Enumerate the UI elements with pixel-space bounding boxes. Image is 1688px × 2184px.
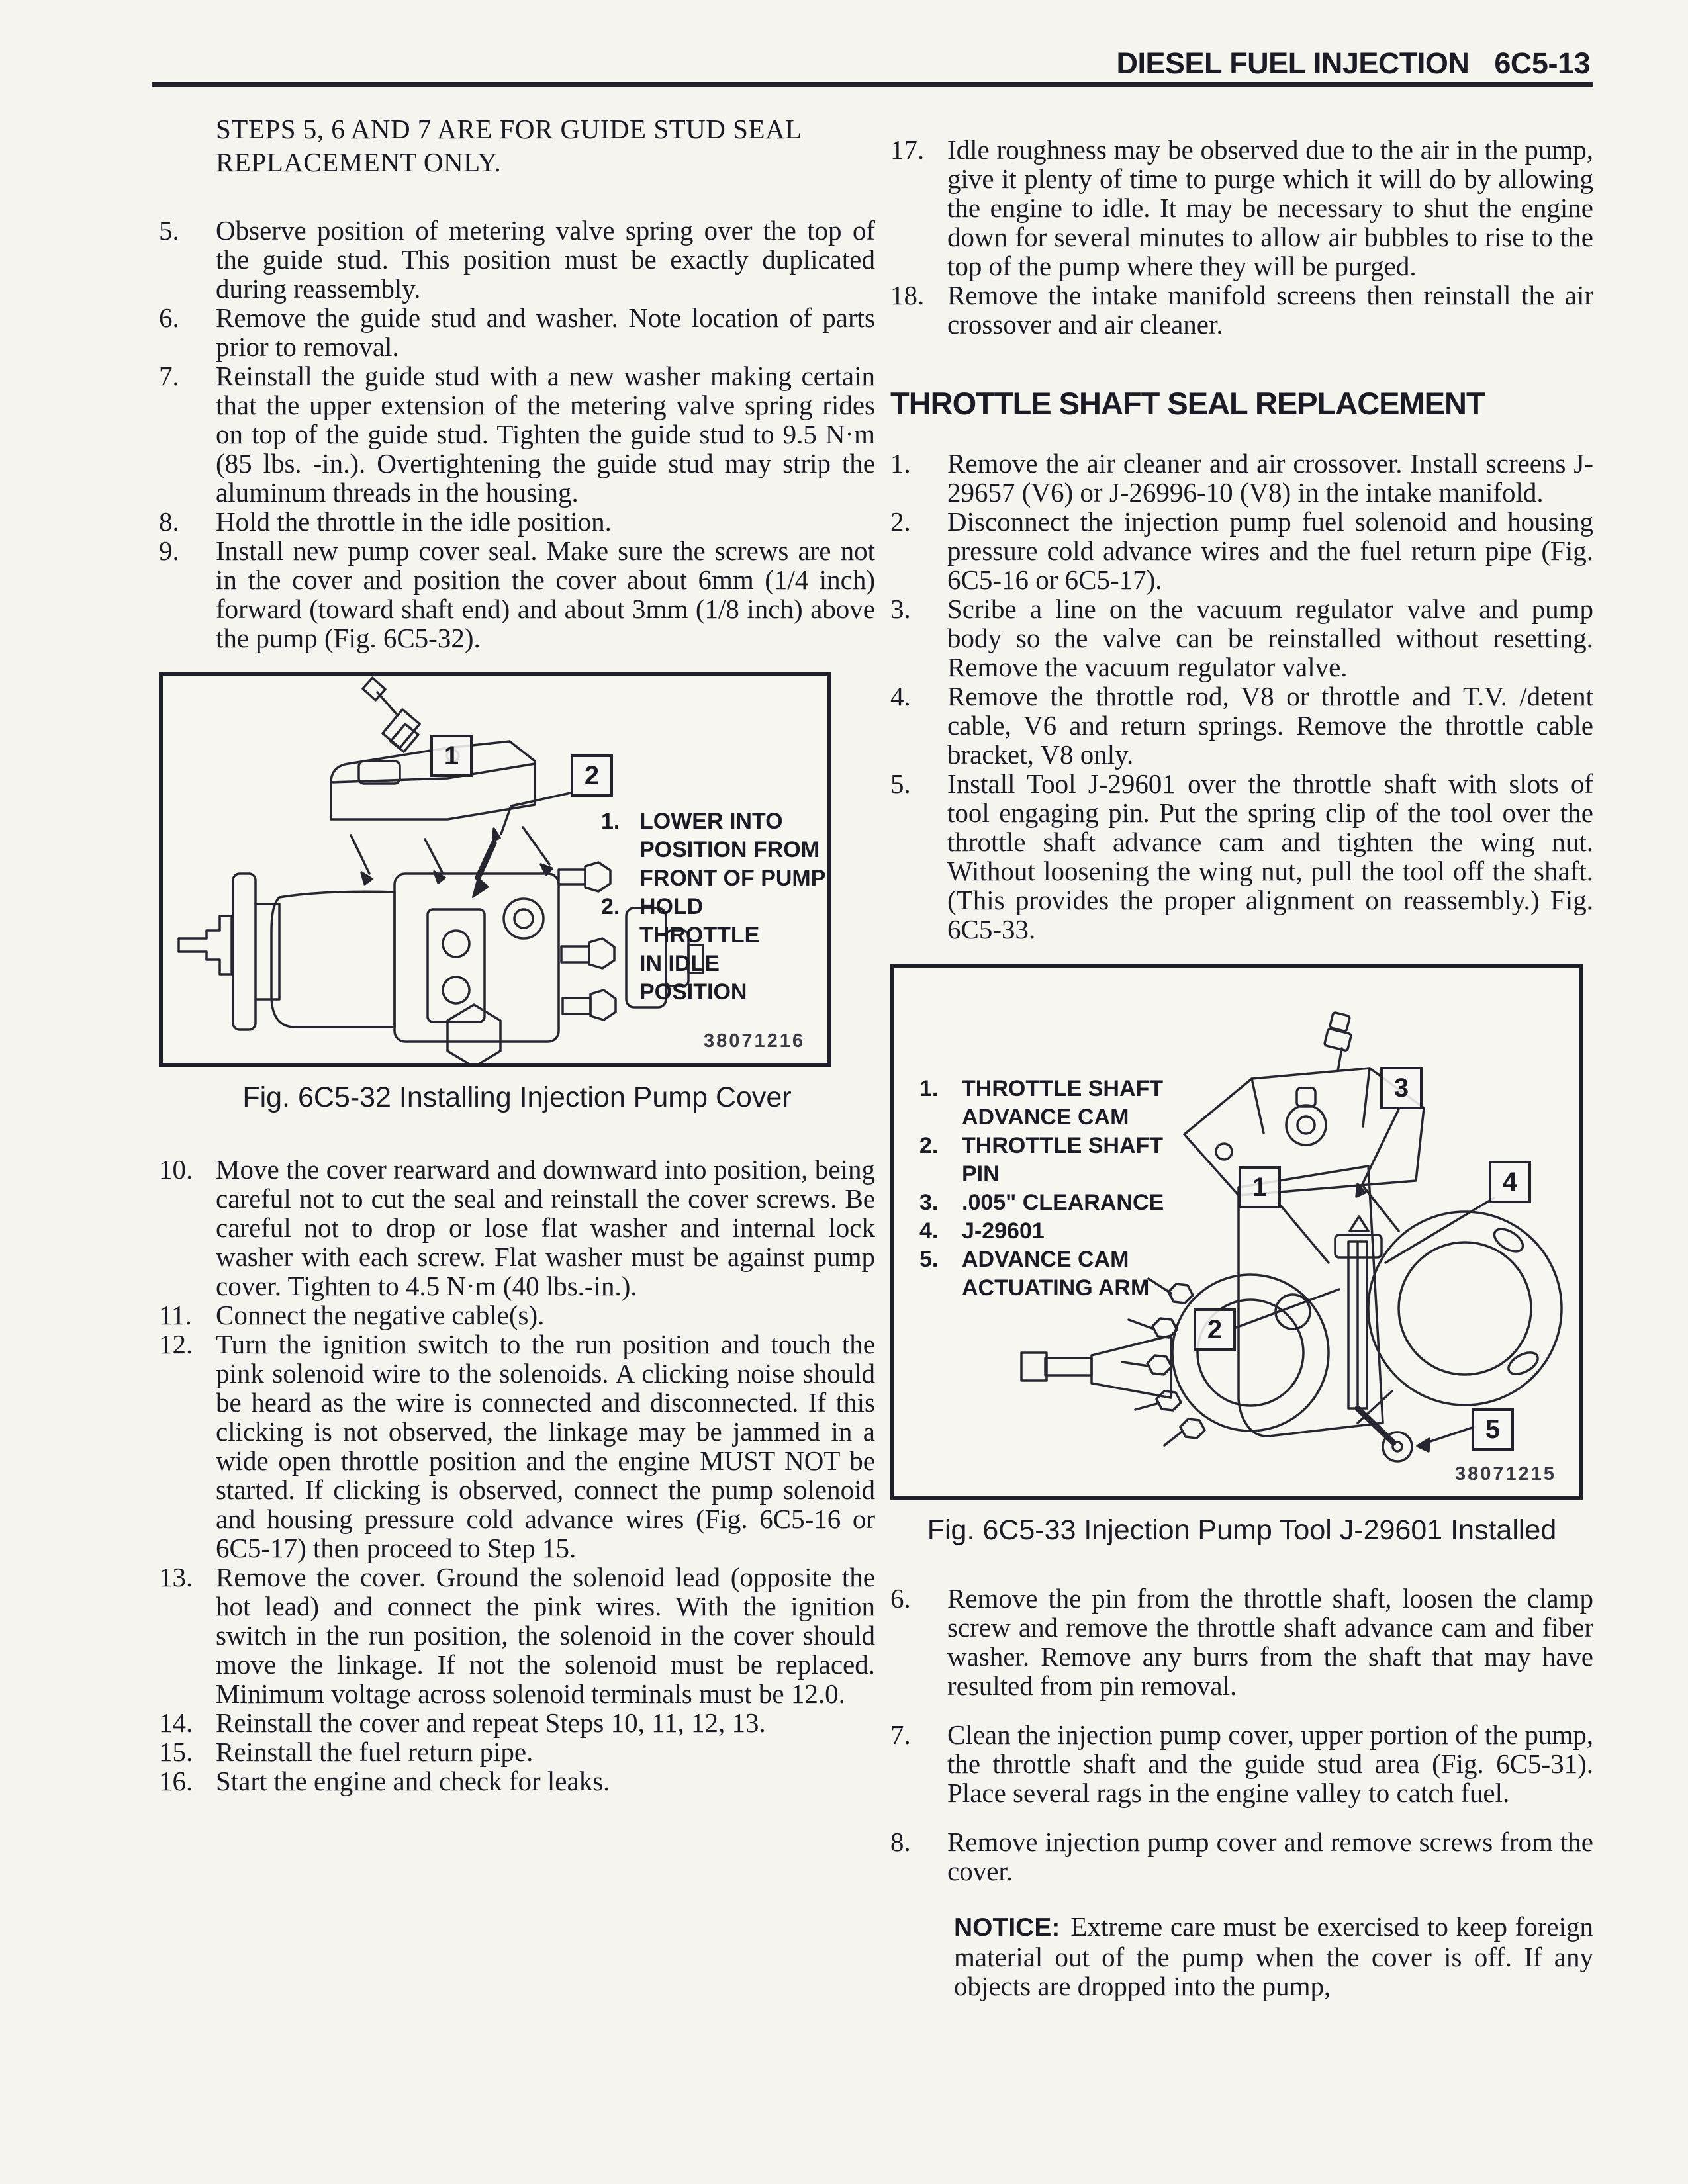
step-11 — [159, 1300, 875, 1330]
step-7-right — [890, 1720, 1593, 1807]
step-number: 3. — [890, 594, 911, 624]
step-text: Idle roughness may be observed due to the air in the pump, give it plenty of time to purge which it will do by allowing the engine to idle. It may be necessary to shut the engine down for several minutes to allow air bubbles to rise to the top of the pump where they will be purged. — [947, 134, 1593, 281]
legend-line: THROTTLE SHAFT — [962, 1133, 1164, 1158]
steps-6-8 — [890, 1584, 1593, 1886]
figure-legend — [919, 1075, 1164, 1302]
figure-6c5-33-caption: Fig. 6C5-33 Injection Pump Tool J-29601 Installed — [927, 1514, 1557, 1546]
step-number: 10. — [159, 1154, 193, 1185]
step-number: 5. — [159, 215, 179, 246]
step-8 — [159, 507, 875, 536]
step-text: Install Tool J-29601 over the throttle shaft with slots of tool engaging pin. Put the spring clip of the tool over the throttle shaft advance cam and tighten the wing nut. Without loosening the wing nut, pull the tool off the shaft. (This provides the proper alignment on reassembly.) Fig. 6C5-33. — [947, 768, 1593, 944]
callout-box-2: 2 — [571, 754, 613, 797]
legend-item — [919, 1217, 1164, 1246]
step-17 — [890, 135, 1593, 281]
guide-stud-note-heading: STEPS 5, 6 AND 7 ARE FOR GUIDE STUD SEAL REPLACEMENT ONLY. — [216, 114, 802, 177]
label-number: 2. — [601, 894, 620, 919]
figure-6c5-32-caption: Fig. 6C5-32 Installing Injection Pump Cover — [242, 1081, 792, 1113]
step-number: 9. — [159, 535, 179, 566]
label-line: LOWER INTO — [639, 809, 783, 834]
step-number: 13. — [159, 1562, 193, 1592]
step-10 — [159, 1155, 875, 1300]
label-line: POSITION — [639, 979, 747, 1005]
legend-item — [919, 1246, 1164, 1302]
left-column — [159, 113, 875, 1796]
figure-label — [601, 807, 827, 893]
step-text: Remove injection pump cover and remove screws from the cover. — [947, 1827, 1593, 1886]
legend-item — [919, 1075, 1164, 1132]
figure-6c5-33 — [890, 964, 1583, 1500]
legend-item — [919, 1132, 1164, 1189]
step-9 — [159, 536, 875, 653]
step-13 — [159, 1563, 875, 1708]
step-text: Reinstall the cover and repeat Steps 10, 11, 12, 13. — [216, 1707, 766, 1738]
callout-box-1: 1 — [1239, 1166, 1281, 1208]
label-line: HOLD THROTTLE — [639, 894, 760, 948]
legend-number: 2. — [919, 1133, 939, 1158]
legend-number: 5. — [919, 1247, 939, 1272]
step-number: 7. — [890, 1719, 911, 1750]
step-number: 5. — [890, 768, 911, 799]
step-number: 16. — [159, 1766, 193, 1796]
step-2 — [890, 507, 1593, 594]
step-number: 2. — [890, 506, 911, 537]
callout-box-3: 3 — [1380, 1067, 1423, 1109]
step-8-right — [890, 1827, 1593, 1886]
figure-6c5-32 — [159, 672, 831, 1067]
step-number: 7. — [159, 361, 179, 391]
header-rule — [152, 82, 1593, 87]
step-text: Turn the ignition switch to the run position and touch the pink solenoid wire to the solenoids. A clicking noise should be heard as the wire is connected and disconnected. If this clicking is not observed, the linkage may be jammed in a wide open throttle position and the engine MUST NOT be started. If clicking is observed, connect the pump solenoid and housing pressure cold advance wires (Fig. 6C5-16 or 6C5-17) then proceed to Step 15. — [216, 1329, 875, 1563]
steps-10-16 — [159, 1155, 875, 1796]
legend-number: 1. — [919, 1076, 939, 1101]
label-line: IN IDLE — [639, 951, 720, 976]
legend-item — [919, 1189, 1164, 1217]
callout-box-5: 5 — [1472, 1408, 1514, 1451]
legend-line: PIN — [962, 1161, 1000, 1187]
step-number: 12. — [159, 1329, 193, 1359]
step-text: Remove the intake manifold screens then reinstall the air crossover and air cleaner. — [947, 280, 1593, 340]
legend-line: THROTTLE SHAFT — [962, 1076, 1164, 1101]
callout-box-4: 4 — [1489, 1161, 1531, 1203]
step-text: Reinstall the guide stud with a new washer making certain that the upper extension of the metering valve spring rides on top of the guide stud. Tighten the guide stud to 9.5 N·m (85 lbs. -in.). Overtightening the guide stud may strip the aluminum threads in the housing. — [216, 361, 875, 508]
label-number: 1. — [601, 809, 620, 834]
step-text: Hold the throttle in the idle position. — [216, 506, 612, 537]
step-number: 17. — [890, 134, 925, 165]
step-number: 6. — [890, 1583, 911, 1614]
step-6 — [159, 303, 875, 361]
step-text: Remove the guide stud and washer. Note location of parts prior to removal. — [216, 302, 875, 362]
step-text: Remove the throttle rod, V8 or throttle and T.V. /detent cable, V6 and return springs. Remove the throttle cable bracket, V8 only. — [947, 681, 1593, 770]
step-number: 8. — [159, 506, 179, 537]
header-title: DIESEL FUEL INJECTION — [1116, 46, 1470, 80]
step-6-right — [890, 1584, 1593, 1700]
step-text: Remove the cover. Ground the solenoid lead (opposite the hot lead) and connect the pink wires. With the ignition switch in the run position, the solenoid in the cover should move the linkage. If not the solenoid must be replaced. Minimum voltage across solenoid terminals must be 12.0. — [216, 1562, 875, 1709]
step-text: Disconnect the injection pump fuel solenoid and housing pressure cold advance wires and the fuel return pipe (Fig. 6C5-16 or 6C5-17). — [947, 506, 1593, 595]
step-3 — [890, 594, 1593, 682]
step-text: Clean the injection pump cover, upper portion of the pump, the throttle shaft and the guide stud area (Fig. 6C5-31). Place several rags in the engine valley to catch fuel. — [947, 1719, 1593, 1808]
step-number: 6. — [159, 302, 179, 333]
step-1 — [890, 449, 1593, 507]
step-text: Install new pump cover seal. Make sure the screws are not in the cover and position the cover about 6mm (1/4 inch) forward (toward shaft end) and about 3mm (1/8 inch) above the pump (Fig. 6C5-32). — [216, 535, 875, 653]
step-number: 1. — [890, 448, 911, 478]
notice-text: Extreme care must be exercised to keep foreign material out of the pump when the cover is off. If any objects are dropped into the pump, — [954, 1911, 1593, 2001]
step-number: 18. — [890, 280, 925, 310]
step-5 — [159, 216, 875, 303]
page-header — [1116, 46, 1590, 81]
step-4 — [890, 682, 1593, 769]
legend-line: ADVANCE CAM — [962, 1105, 1129, 1130]
step-18 — [890, 281, 1593, 339]
section-heading-throttle-shaft-seal: THROTTLE SHAFT SEAL REPLACEMENT — [890, 386, 1485, 421]
figure-label — [601, 893, 827, 1007]
step-text: Observe position of metering valve spring over the top of the guide stud. This position must be exactly duplicated during reassembly. — [216, 215, 875, 304]
step-12 — [159, 1330, 875, 1563]
step-16 — [159, 1766, 875, 1796]
label-line: POSITION FROM — [639, 837, 820, 862]
callout-box-2: 2 — [1194, 1308, 1236, 1351]
legend-number: 3. — [919, 1190, 939, 1215]
right-column — [890, 113, 1593, 2001]
header-page-code: 6C5-13 — [1494, 46, 1590, 80]
legend-number: 4. — [919, 1218, 939, 1244]
step-number: 11. — [159, 1300, 192, 1330]
step-5-right — [890, 769, 1593, 944]
legend-line: .005" CLEARANCE — [962, 1190, 1164, 1215]
step-text: Reinstall the fuel return pipe. — [216, 1737, 534, 1767]
legend-line: ADVANCE CAM — [962, 1247, 1129, 1272]
step-7 — [159, 361, 875, 507]
step-text: Move the cover rearward and downward into position, being careful not to cut the seal and reinstall the cover screws. Be careful not to drop or lose flat washer and internal lock washer with each screw. Flat washer must be against pump cover. Tighten to 4.5 N·m (40 lbs.-in.). — [216, 1154, 875, 1301]
legend-line: ACTUATING ARM — [962, 1275, 1150, 1300]
legend-line: J-29601 — [962, 1218, 1045, 1244]
notice-paragraph — [954, 1912, 1593, 2001]
step-text: Connect the negative cable(s). — [216, 1300, 545, 1330]
step-number: 15. — [159, 1737, 193, 1767]
figure-part-number: 38071215 — [1454, 1463, 1556, 1484]
step-number: 14. — [159, 1707, 193, 1738]
step-text: Scribe a line on the vacuum regulator valve and pump body so the valve can be reinstalled without resetting. Remove the vacuum regulator valve. — [947, 594, 1593, 682]
figure-label-list — [601, 807, 827, 1007]
step-number: 4. — [890, 681, 911, 711]
step-text: Start the engine and check for leaks. — [216, 1766, 610, 1796]
figure-part-number: 38071216 — [703, 1030, 805, 1052]
step-15 — [159, 1737, 875, 1766]
step-text: Remove the pin from the throttle shaft, loosen the clamp screw and remove the throttle shaft advance cam and fiber washer. Remove any burrs from the shaft that may have resulted from pin removal. — [947, 1583, 1593, 1701]
step-number: 8. — [890, 1827, 911, 1857]
notice-label: NOTICE: — [954, 1913, 1060, 1942]
label-line: FRONT OF PUMP — [639, 866, 826, 891]
step-text: Remove the air cleaner and air crossover. Install screens J-29657 (V6) or J-26996-10 (V8) in the intake manifold. — [947, 448, 1593, 508]
step-14 — [159, 1708, 875, 1737]
callout-box-1: 1 — [430, 735, 473, 777]
